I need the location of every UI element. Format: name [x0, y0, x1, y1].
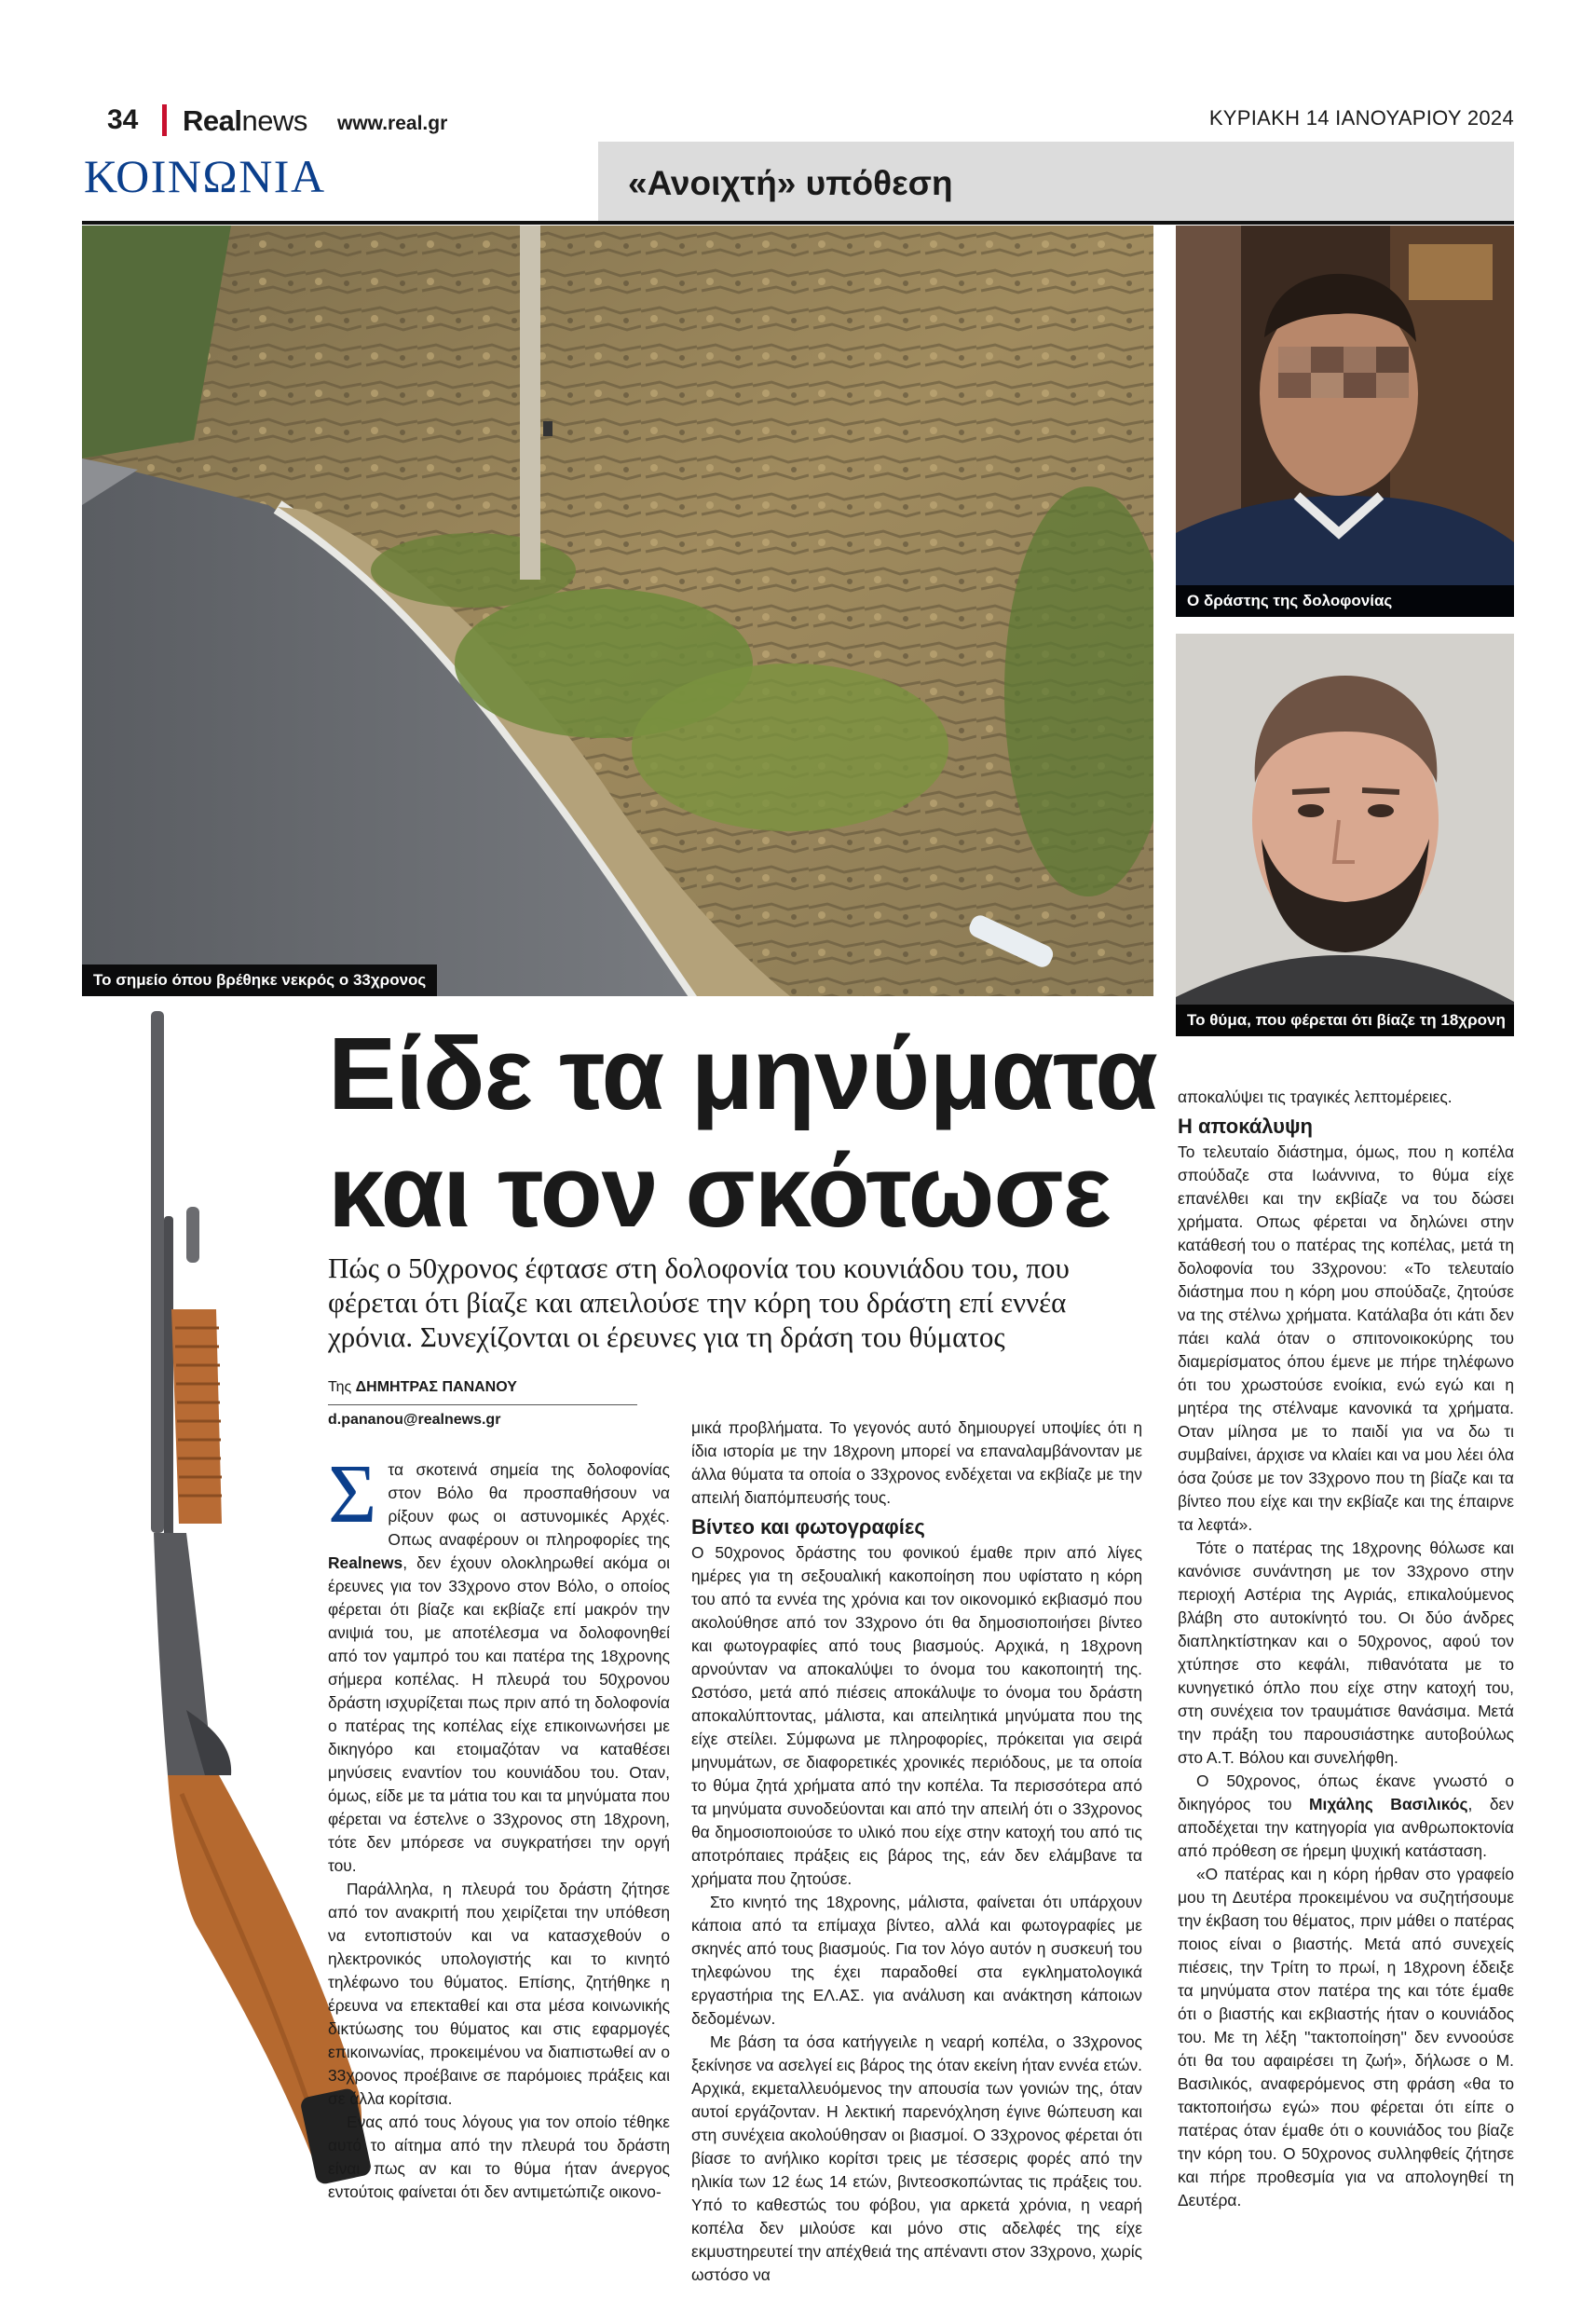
article-column-1	[328, 1448, 670, 2204]
kicker-bar	[598, 142, 1514, 224]
col3-p4-end: , δεν αποδέχεται την κατηγορία για ανθρωποκτονία από πρόθεση σε ήρεμη ψυχική κατάσταση.	[1178, 1795, 1514, 1860]
brand-logo	[183, 104, 307, 138]
col1-para-3: Ενας από τους λόγους για τον οποίο τέθηκε αυτό το αίτημα από την πλευρά του δράστη είναι πως αν και το θύμα ήταν άνεργος εντούτοις φαίνεται ότι δεν αντιμετώπιζε οικονο-	[328, 2113, 670, 2201]
byline-rule	[328, 1404, 637, 1405]
victim-portrait-image	[1176, 634, 1514, 1036]
col1-para-1	[328, 1448, 670, 1878]
header-divider	[162, 104, 167, 136]
col2-para-4: Με βάση τα όσα κατήγγειλε η νεαρή κοπέλα, ο 33χρονος ξεκίνησε να ασελγεί εις βάρος της όταν εκείνη ήταν εννέα ετών. Αρχικά, εκμεταλλευόμενος την απουσία των γονιών της, όταν αυτοί εργάζονταν. Η λεκτική παρενόχληση έγινε θώπευση και στη συνέχεια ακολούθησαν οι βιασμοί. Ο 33χρονος φέρεται ότι βίασε το ανήλικο κορίτσι τρεις με τέσσερις φορές από την ηλικία των 12 έως 14 ετών, βιντεοσκοπώντας τις πράξεις του. Υπό το καθεστώς του φόβου, για αρκετά χρόνια, η νεαρή κοπέλα δεν μιλούσε και μόνο στις αδελφές της είχε εκμυστηρευτεί την απέχθειά της απέναντι στον 33χρονο, χωρίς ωστόσο να	[691, 2032, 1142, 2284]
col1-p1-start: τα σκοτεινά σημεία της δολοφονίας στον Βόλο θα προσπαθήσουν να ρίξουν φως οι αστυνομικές Αρχές. Οπως αναφέρουν οι πληροφορίες της	[388, 1460, 670, 1549]
subhead-revelation: Η αποκάλυψη	[1178, 1115, 1313, 1138]
victim-caption: Το θύμα, που φέρεται ότι βίαζε τη 18χρονη	[1176, 1005, 1514, 1036]
road-photo-caption: Το σημείο όπου βρέθηκε νεκρός ο 33χρονος	[82, 964, 437, 996]
author-name: ΔΗΜΗΤΡΑΣ ΠΑΝΑΝΟΥ	[355, 1379, 517, 1395]
perpetrator-portrait-image	[1176, 226, 1514, 617]
section-title: ΚΟΙΝΩΝΙΑ	[84, 150, 326, 202]
road-scene-image	[82, 226, 1153, 996]
brand-mention: Realnews	[328, 1553, 403, 1572]
perpetrator-caption: Ο δράστης της δολοφονίας	[1176, 585, 1514, 617]
brand-bold: Real	[183, 104, 242, 137]
headline-line-1: Είδε τα μηνύματα	[328, 1017, 1157, 1131]
lawyer-name: Μιχάλης Βασιλικός	[1309, 1795, 1468, 1813]
article-headline	[328, 1016, 1157, 1251]
kicker-text: «Ανοιχτή» υπόθεση	[628, 164, 953, 202]
col1-p1-end: , δεν έχουν ολοκληρωθεί ακόμα οι έρευνες για τον 33χρονο στον Βόλο, ο οποίος φέρεται ότι βίαζε και εκβίαζε επί μακρόν την ανιψιά του, με αποτέλεσμα να δολοφονηθεί από τον γαμπρό του και πατέρα της 18χρονης σήμερα κοπέλας. Η πλευρά του 50χρονου δράστη ισχυρίζεται πως πριν από τη δολοφονία ο πατέρας της κοπέλας είχε επικοινωνήσει με δικηγόρο και ετοιμαζόταν να καταθέσει μηνύσεις εναντίον του κουνιάδου του. Οταν, όμως, είδε με τα μάτια του και τα μηνύματα που φέρεται να έστελνε ο 33χρονος στη 18χρονη, τότε δεν μπόρεσε να συγκρατήσει την οργή του.	[328, 1553, 670, 1875]
col3-para-1: αποκαλύψει τις τραγικές λεπτομέρειες.	[1178, 1088, 1453, 1106]
col3-para-2: Το τελευταίο διάστημα, όμως, που η κοπέλα σπούδαζε στα Ιωάννινα, το θύμα είχε επανέλθει και την εκβίαζε να του δώσει χρήματα. Οπως φέρεται να δηλώνει στην κατάθεσή του ο πατέρας της κοπέλας, μετά τη δολοφονία του 33χρονου: «Το τελευταίο διάστημα που η κόρη μου σπούδαζε, ζητούσε να της στέλνω χρήματα. Κατάλαβα ότι κάτι δεν πάει καλά όταν ο σπιτονοικοκύρης του διαμερίσματος όπου έμενε με πήρε τηλέφωνο ότι του χρωστούσε ενοίκια, ενώ εγώ και η μητέρα της στέλναμε κανονικά τα χρήματα. Οταν μίλησα με το παιδί για να δω τι συμβαίνει, άρχισε να κλαίει και να μου λέει όλα όσα ζούσε με τον 33χρονο που τη βίαζε και τα βίντεο που είχε και την εκβίαζε και της έπαιρνε τα λεφτά».	[1178, 1142, 1514, 1534]
subhead-video-photos: Βίντεο και φωτογραφίες	[691, 1515, 925, 1539]
issue-date: ΚΥΡΙΑΚΗ 14 ΙΑΝΟΥΑΡΙΟΥ 2024	[1208, 106, 1514, 130]
col3-p4-start: Ο 50χρονος, όπως έκανε γνωστό ο δικηγόρος του	[1178, 1772, 1514, 1813]
col3-para-5: «Ο πατέρας και η κόρη ήρθαν στο γραφείο μου τη Δευτέρα προκειμένου να συζητήσουμε την έκβαση του θέματος, πριν μάθει ο πατέρας ποιος είναι ο βιαστής. Μετά από συνεχείς πιέσεις, την Τρίτη το πρωί, η 18χρονη έδειξε τα μηνύματα στον πατέρα της και τότε έμαθε ότι ο βιαστής και εκβιαστής ήταν ο κουνιάδος του. Με τη λέξη ''τακτοποίηση'' δεν εννοούσε ότι θα του αφαιρέσει τη ζωή», δήλωσε ο Μ. Βασιλικός, αναφερόμενος στη φράση «θα το τακτοποιήσω εγώ» που φέρεται ότι είπε ο πατέρας όταν έμαθε ότι ο κουνιάδος του βίαζε την κόρη του. Ο 50χρονος συλληφθείς ζήτησε και πήρε προθεσμία για να απολογηθεί τη Δευτέρα.	[1178, 1865, 1514, 2209]
col3-para-3: Τότε ο πατέρας της 18χρονης θόλωσε και κανόνισε συνάντηση με τον 33χρονο στην περιοχή Αστέρια της Αγριάς, επικαλούμενος βλάβη στο αυτοκίνητό του. Οι δύο άνδρες διαπληκτίστηκαν και ο 50χρονος, αφού τον χτύπησε στο κεφάλι, πιθανότατα με το κυνηγετικό όπλο που είχε στην κατοχή του, στη συνέχεια τον τραυμάτισε θανάσιμα. Μετά την πράξη του παρουσιάστηκε αυτοβούλως στο Α.Τ. Βόλου και συνελήφθη.	[1178, 1539, 1514, 1767]
brand-rest: news	[241, 104, 307, 137]
col2-para-3: Στο κινητό της 18χρονης, μάλιστα, φαίνεται ότι υπάρχουν κάποια από τα επίμαχα βίντεο, αλλά και φωτογραφίες με σκηνές από τους βιασμούς. Για τον λόγο αυτόν η συσκευή του τηλεφώνου της έχει παραδοθεί στα εγκληματολογικά εργαστήρια της ΕΛ.ΑΣ. για ανάλυση και ανάκτηση κάποιων δεδομένων.	[691, 1893, 1142, 2028]
page-number: 34	[107, 104, 139, 135]
col1-para-2: Παράλληλα, η πλευρά του δράστη ζήτησε από τον ανακριτή που χειρίζεται την υπόθεση να εντοπιστούν και να κατασχεθούν ο ηλεκτρονικός υπολογιστής και το κινητό τηλέφωνο του θύματος. Επίσης, ζητήθηκε η έρευνα να επεκταθεί και στα μέσα κοινωνικής δικτύωσης του θύματος και στις εφαρμογές επικοινωνίας, προκειμένου να διαπιστωθεί αν ο 33χρονος προέβαινε σε παρόμοιες πράξεις και σε άλλα κορίτσια.	[328, 1880, 670, 2108]
col2-para-1: μικά προβλήματα. Το γεγονός αυτό δημιουργεί υποψίες ότι η ίδια ιστορία με την 18χρονη μπορεί να επαναλαμβάνονταν με άλλα θύματα τα οποία ο 33χρονος ενδέχεται να εκβίαζε με την απειλή διαπόμπευσής τους.	[691, 1418, 1142, 1507]
perpetrator-photo	[1176, 226, 1514, 617]
headline-line-2: και τον σκότωσε	[328, 1134, 1111, 1249]
col2-para-2: Ο 50χρονος δράστης του φονικού έμαθε πριν από λίγες ημέρες για τη σεξουαλική κακοποίηση που υφίστατο η κόρη του από τα εννέα της χρόνια και τον οικονομικό εκβιασμό που ακολούθησε από τον 33χρονο ότι θα δημοσιοποιήσει βίντεο και φωτογραφίες από τους βιασμούς. Αρχικά, η 18χρονη αρνούνταν να αποκαλύψει το όνομα του κακοποιητή της. Ωστόσο, μετά από πιέσεις αποκάλυψε το όνομα του δράστη αποκαλύπτοντας, μάλιστα, και απειλητικά μηνύματα που της είχε στείλει. Σύμφωνα με πληροφορίες, πρόκειται για σειρά μηνυμάτων, σε διαφορετικές χρονικές περιόδους, με τα οποία το θύμα ζητά χρήματα από την κοπέλα. Τα περισσότερα από τα μηνύματα συνοδεύονται και από την απειλή ότι ο 33χρονος θα δημοσιοποιούσε το υλικό που είχε στην κατοχή του από τις αποτρόπαιες πράξεις εις βάρος της, εάν δεν ελάμβανε τα χρήματα που ζητούσε.	[691, 1543, 1142, 1888]
byline	[328, 1379, 517, 1396]
col3-para-4	[1178, 1770, 1514, 1863]
author-email[interactable]: d.pananou@realnews.gr	[328, 1412, 501, 1428]
article-column-2	[691, 1416, 1142, 2287]
victim-photo	[1176, 634, 1514, 1036]
article-deck: Πώς ο 50χρονος έφτασε στη δολοφονία του κουνιάδου του, που φέρεται ότι βίαζε και απειλούσε την κόρη του δράστη επί εννέα χρόνια. Συνεχίζονται οι έρευνες για τη δράση του θύματος	[328, 1252, 1070, 1353]
website-link[interactable]: www.real.gr	[337, 113, 448, 134]
article-column-3	[1178, 1086, 1514, 2212]
byline-prefix: Της	[328, 1379, 356, 1395]
road-photo	[82, 226, 1153, 996]
header-rule	[82, 221, 1514, 225]
drop-cap: Σ	[328, 1448, 377, 1540]
